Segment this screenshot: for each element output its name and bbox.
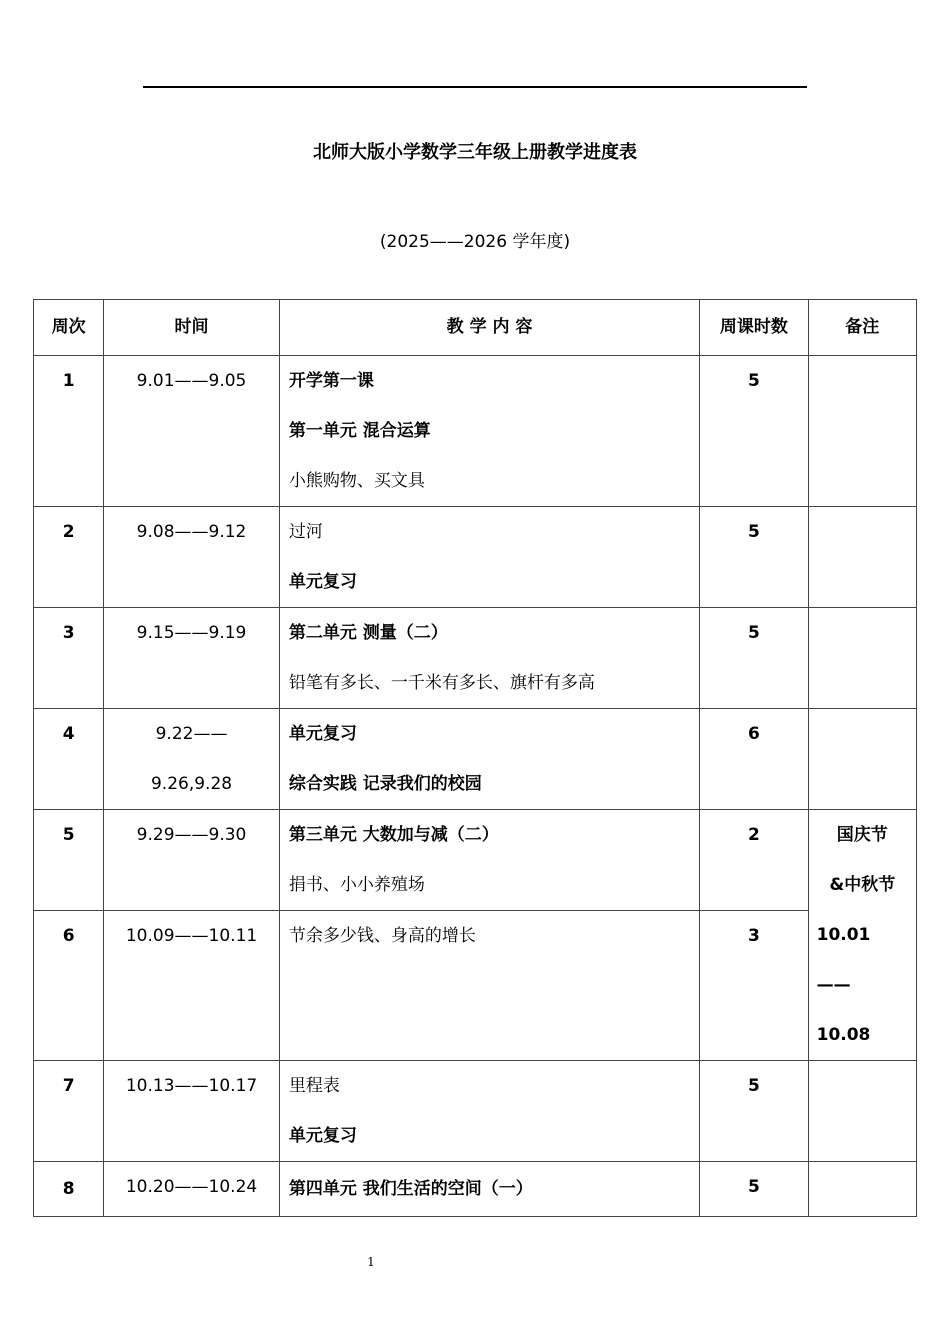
note: [808, 1162, 916, 1217]
content-line: 单元复习: [288, 572, 357, 592]
weekly-hours: 5: [700, 1162, 808, 1217]
content-line: 第一单元 混合运算: [288, 421, 431, 441]
content-line: 第四单元 我们生活的空间（一）: [288, 1179, 533, 1199]
time-range: 10.09——10.11: [104, 911, 280, 1061]
table-row: [34, 911, 917, 1061]
content-line: 捐书、小小养殖场: [288, 875, 425, 895]
weekly-hours: 5: [700, 1061, 808, 1162]
content-line: 节余多少钱、身高的增长: [288, 926, 476, 946]
time-line: 9.22——: [155, 724, 228, 744]
weekly-hours: 5: [700, 356, 808, 507]
week-number: 2: [34, 507, 104, 608]
teaching-content: [279, 356, 699, 507]
teaching-content: [279, 709, 699, 810]
week-number: 7: [34, 1061, 104, 1162]
content-line: 第二单元 测量（二）: [288, 623, 448, 643]
header-hours: 周课时数: [700, 300, 808, 356]
document-title: 北师大版小学数学三年级上册教学进度表: [313, 142, 637, 163]
table-row: [34, 608, 917, 709]
content-line: 单元复习: [288, 1126, 357, 1146]
teaching-content: [279, 507, 699, 608]
week-number: 8: [34, 1162, 104, 1217]
content-line: 综合实践 记录我们的校园: [288, 774, 482, 794]
note: [808, 709, 916, 810]
time-range: 9.01——9.05: [104, 356, 280, 507]
time-range: 10.13——10.17: [104, 1061, 280, 1162]
time-range: 9.29——9.30: [104, 810, 280, 911]
week-number: 1: [34, 356, 104, 507]
time-range: 10.20——10.24: [104, 1162, 280, 1217]
week-number: 5: [34, 810, 104, 911]
weekly-hours: 5: [700, 507, 808, 608]
teaching-content: [279, 608, 699, 709]
holiday-note: [808, 810, 916, 1061]
weekly-hours: 5: [700, 608, 808, 709]
note-line: ——: [816, 975, 851, 995]
table-row: [34, 810, 917, 911]
content-line: 第三单元 大数加与减（二）: [288, 825, 499, 845]
page-number: 1: [367, 1255, 375, 1269]
table-row: [34, 1162, 917, 1217]
note: [808, 507, 916, 608]
content-line: 里程表: [288, 1076, 340, 1096]
header-rule: [143, 86, 807, 88]
header-note: 备注: [808, 300, 916, 356]
note-line: &中秋节: [829, 875, 896, 895]
note: [808, 608, 916, 709]
week-number: 4: [34, 709, 104, 810]
content-line: 过河: [288, 522, 323, 542]
weekly-hours: 6: [700, 709, 808, 810]
week-number: 6: [34, 911, 104, 1061]
time-range: [104, 709, 280, 810]
header-time: 时间: [104, 300, 280, 356]
note-line: 10.08: [816, 1025, 871, 1045]
note-line: 国庆节: [836, 825, 888, 845]
note-line: 10.01: [816, 925, 871, 945]
time-range: 9.15——9.19: [104, 608, 280, 709]
table-row: [34, 1061, 917, 1162]
weekly-hours: 3: [700, 911, 808, 1061]
note: [808, 1061, 916, 1162]
schedule-table: [33, 299, 917, 1217]
table-row: [34, 356, 917, 507]
content-line: 铅笔有多长、一千米有多长、旗杆有多高: [288, 673, 595, 693]
note: [808, 356, 916, 507]
table-header-row: [34, 300, 917, 356]
document-subtitle: (2025——2026 学年度): [379, 232, 571, 252]
time-line: 9.26,9.28: [150, 774, 233, 794]
table-row: [34, 507, 917, 608]
teaching-content: [279, 911, 699, 1061]
content-line: 单元复习: [288, 724, 357, 744]
table-row: [34, 709, 917, 810]
time-range: 9.08——9.12: [104, 507, 280, 608]
week-number: 3: [34, 608, 104, 709]
content-line: 开学第一课: [288, 371, 374, 391]
teaching-content: [279, 1061, 699, 1162]
header-week: 周次: [34, 300, 104, 356]
teaching-content: [279, 1162, 699, 1217]
content-line: 小熊购物、买文具: [288, 471, 425, 491]
weekly-hours: 2: [700, 810, 808, 911]
header-content: 教 学 内 容: [279, 300, 699, 356]
teaching-content: [279, 810, 699, 911]
